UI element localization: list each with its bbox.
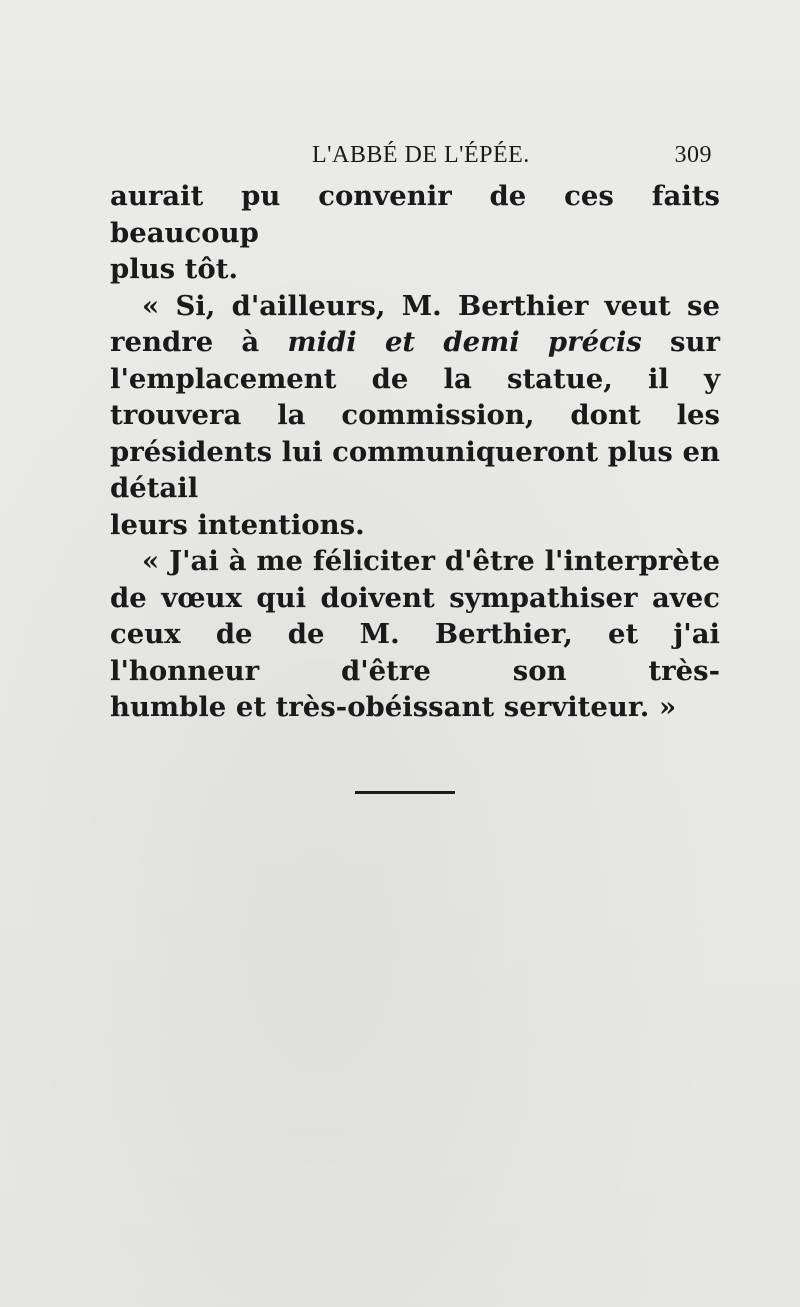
paragraph-quote-meeting-end: leurs intentions. xyxy=(110,508,365,541)
italic-emphasis: midi et demi précis xyxy=(287,326,642,358)
running-head xyxy=(112,142,712,176)
body-text xyxy=(110,178,720,726)
paragraph-quote-closing: « J'ai à me féliciter d'être l'interprète de vœux qui doivent sympathiser avec ceux de de M. Berthier, et j'ai l'honneur d'être son très- xyxy=(110,545,720,687)
running-title: L'ABBÉ DE L'ÉPÉE. xyxy=(312,142,530,168)
paragraph-continuation-line-2: plus tôt. xyxy=(110,253,239,285)
section-divider-rule xyxy=(355,791,455,794)
paragraph-continuation-line-1: aurait pu convenir de ces faits beaucoup xyxy=(110,180,720,249)
paragraph-quote-closing-end: humble et très-obéissant serviteur. » xyxy=(110,691,677,723)
page-number: 309 xyxy=(674,142,712,168)
paragraph-quote-meeting: « Si, d'ailleurs, M. Berthier veut se rendre à midi et demi précis sur l'emplacement de la statue, il y trouvera la commission, dont les présidents lui communiqueront plus en détail xyxy=(110,289,720,504)
